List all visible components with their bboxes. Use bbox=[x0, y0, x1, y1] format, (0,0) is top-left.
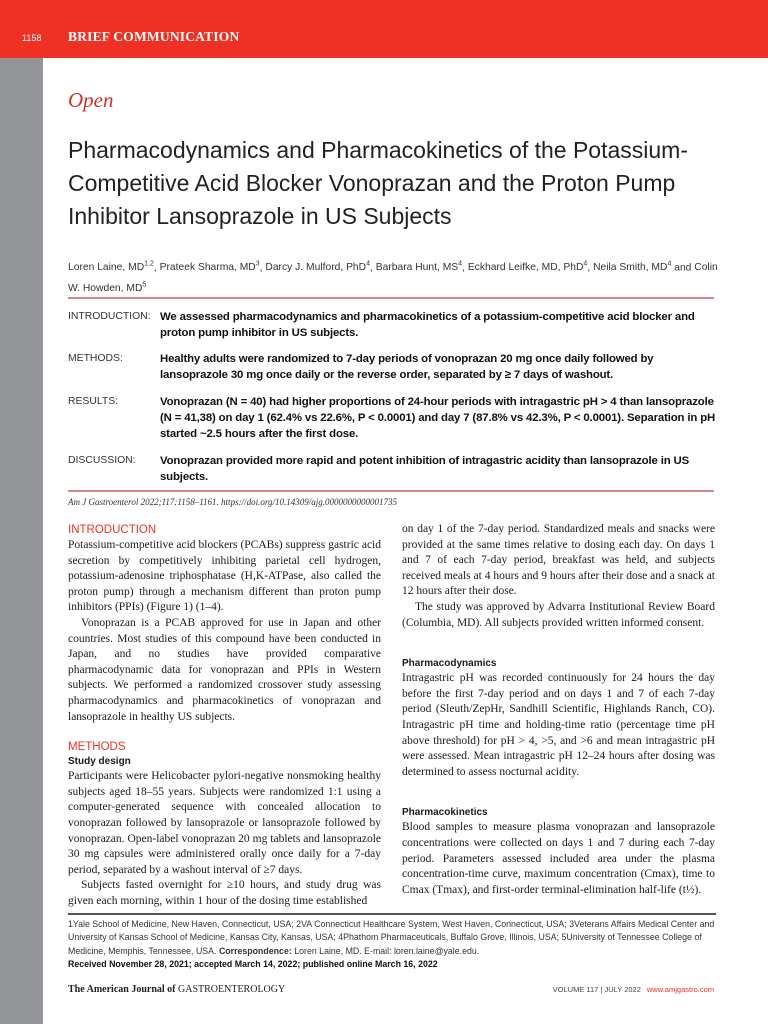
citation[interactable]: Am J Gastroenterol 2022;117:1158–1161. https://doi.org/10.14309/ajg.0000000000001735 bbox=[68, 497, 397, 507]
affiliation-marker: 5 bbox=[142, 281, 147, 289]
affiliation-marker: 4 bbox=[583, 261, 588, 268]
abstract-discussion bbox=[68, 453, 718, 485]
affiliations bbox=[68, 918, 716, 958]
author: Prateek Sharma, $MD^3$ bbox=[159, 261, 260, 274]
paragraph: Subjects fasted overnight for ≥10 hours, and study drug was given each morning, within 1 hour of the dosing time established bbox=[68, 879, 381, 907]
abstract-results bbox=[68, 394, 718, 442]
open-access-label: Open bbox=[68, 88, 114, 112]
author: Darcy J. Mulford, PhD$^4$ bbox=[265, 261, 371, 274]
page-number: 1158 bbox=[22, 33, 42, 43]
side-strip bbox=[0, 58, 43, 1024]
paragraph: Blood samples to measure plasma vonoprazan and lansoprazole concentrations were collected on days 1 and 7 during each 7-day period. Parameters assessed included area under the plasma concentration-time curve, maximum concentration (Cmax), time to Cmax (Tmax), and first-order terminal-elimination half-life (t½). bbox=[402, 821, 715, 896]
abstract-methods bbox=[68, 351, 718, 383]
abstract-text: We assessed pharmacodynamics and pharmacokinetics of a potassium-competitive acid blocker and proton pump inhibitor in US subjects. bbox=[160, 311, 695, 339]
abstract-label: DISCUSSION: bbox=[68, 455, 136, 466]
pharmacodynamics-heading: Pharmacodynamics bbox=[402, 658, 497, 670]
journal-prefix: The American Journal of bbox=[68, 984, 176, 995]
journal-url[interactable]: www.amjgastro.com bbox=[646, 985, 714, 994]
study-design-heading: Study design bbox=[68, 756, 131, 768]
received-dates: Received November 28, 2021; accepted March 14, 2022; published online March 16, 2022 bbox=[68, 958, 438, 969]
journal-title: GASTROENTEROLOGY bbox=[178, 984, 286, 995]
right-column bbox=[402, 522, 715, 898]
abstract-text: Healthy adults were randomized to 7-day periods of vonoprazan 20 mg once daily followed by lansoprazole 30 mg once daily or the reverse order, separated by ≥ 7 days of washout. bbox=[160, 353, 654, 381]
paragraph: Intragastric pH was recorded continuously for 24 hours the day before the first 7-day period and on days 1 and 7 of each 7-day period (Sleuth/ZepHr, Sandhill Scientific, Highlands Ranch, CO). Intragastric pH time and holding-time ratio (percentage time pH above threshold) for pH > 4, >5, and >6 and mean intragastric pH were assessed. Mean intragastric pH 12–24 hours after dosing was determined to assess nocturnal acidity. bbox=[402, 672, 715, 778]
author: Eckhard Leifke, MD, PhD$^4$ bbox=[467, 261, 588, 274]
footnote bbox=[68, 913, 716, 971]
author: Barbara Hunt, $MS^4$ bbox=[375, 261, 463, 274]
affiliation-marker: 3 bbox=[255, 261, 260, 268]
introduction-heading: INTRODUCTION bbox=[68, 524, 157, 536]
section-label: BRIEF COMMUNICATION bbox=[68, 29, 240, 44]
methods-heading: METHODS bbox=[68, 741, 126, 754]
header-bar bbox=[0, 0, 768, 58]
affiliation-marker: 4 bbox=[366, 261, 371, 268]
paragraph: Potassium-competitive acid blockers (PCABs) suppress gastric acid secretion by competitively inhibiting parietal cell hydrogen, potassium-adenosine triphosphatase (H,K-ATPase, also called the proton pump) through a mechanism different than proton pump inhibitors (PPIs) (Figure 1) (1–4). bbox=[68, 539, 381, 614]
affiliation-marker: 4 bbox=[667, 261, 672, 268]
correspondence-label: Correspondence: bbox=[218, 945, 292, 956]
author: Colin W. Howden, $MD^5$ bbox=[68, 262, 718, 294]
paragraph: on day 1 of the 7-day period. Standardized meals and snacks were provided at the same times relative to dosing each day. On days 1 and 7 of each 7-day period, breakfast was held, and subjects received meals at 4 hours and 9 hours after their dose and a snack at 12 hours after their dose. bbox=[402, 523, 715, 598]
left-column bbox=[68, 522, 381, 909]
author: Neila Smith, $MD^4$ bbox=[593, 261, 672, 274]
author-list: Loren Laine, MD$^{1,2}$, Prateek Sharma, $MD^3$, Darcy J. Mulford, PhD$^4$, Barbara Hunt, $MS^4$, Eckhard Leifke, MD, PhD$^4$, Neila Smith, $MD^4$ and Colin W. Howden, $MD^5$ bbox=[68, 261, 718, 294]
affiliation-marker: 1,2 bbox=[144, 261, 154, 268]
volume-text: VOLUME 117 | JULY 2022 bbox=[552, 985, 641, 994]
affiliations-text: 1Yale School of Medicine, New Haven, Connecticut, USA; 2VA Connecticut Healthcare System, West Haven, Connecticut, USA; 3Veterans Affairs Medical Center and University of Kansas School of Medicine, Kansas City, Kansas, USA; 4Phathom Pharmaceuticals, Buffalo Grove, Illinois, USA; 5University of Tennessee College of Medicine, Memphis, Tennessee, USA. bbox=[68, 919, 715, 956]
abstract-text: Vonoprazan provided more rapid and potent inhibition of intragastric acidity than lansoprazole in US subjects. bbox=[160, 455, 690, 483]
paragraph: Vonoprazan is a PCAB approved for use in Japan and other countries. Most studies of this compound have been conducted in Japan, and no studies have provided comparative pharmacodynamic data for vonoprazan and PPIs in Western subjects. We performed a randomized crossover study assessing pharmacodynamics and pharmacokinetics of vonoprazan and lansoprazole in healthy US subjects. bbox=[68, 616, 381, 723]
article-title: Pharmacodynamics and Pharmacokinetics of the Potassium-Competitive Acid Blocker Vonoprazan and the Proton Pump Inhibitor Lansoprazole in US Subjects bbox=[68, 137, 689, 229]
abstract-label: METHODS: bbox=[68, 353, 123, 364]
abstract-text: Vonoprazan (N = 40) had higher proportions of 24-hour periods with intragastric pH > 4 than lansoprazole (N = 41,38) on day 1 (62.4% vs 22.6%, P < 0.0001) and day 7 (87.8% vs 42.3%, P < 0.0001). Separation in pH started ~2.5 hours after the first dose. bbox=[160, 396, 716, 440]
abstract-label: RESULTS: bbox=[68, 396, 119, 407]
divider bbox=[68, 297, 714, 299]
paragraph: The study was approved by Advarra Institutional Review Board (Columbia, MD). All subjects provided written informed consent. bbox=[402, 600, 715, 629]
pharmacokinetics-heading: Pharmacokinetics bbox=[402, 807, 488, 819]
divider bbox=[68, 490, 714, 492]
volume-info bbox=[553, 985, 714, 994]
abstract-introduction bbox=[68, 309, 718, 341]
correspondence-text[interactable]: Loren Laine, MD. E-mail: loren.laine@yale.edu. bbox=[294, 945, 480, 956]
affiliation-marker: 4 bbox=[458, 261, 463, 268]
abstract-label: INTRODUCTION: bbox=[68, 311, 151, 322]
journal-name bbox=[68, 984, 285, 995]
paragraph: Participants were Helicobacter pylori-negative nonsmoking healthy subjects aged 18–55 years. Subjects were randomized 1:1 using a computer-generated sequence with concealed allocation to vonoprazan followed by lansoprazole or lansoprazole followed by vonoprazan. Open-label vonoprazan 20 mg tablets and lansoprazole 30 mg capsules were administered orally once daily for a 7-day period, separated by a washout interval of ≥7 days. bbox=[68, 770, 381, 876]
author: Loren Laine, MD$^{1,2}$ bbox=[68, 261, 154, 274]
